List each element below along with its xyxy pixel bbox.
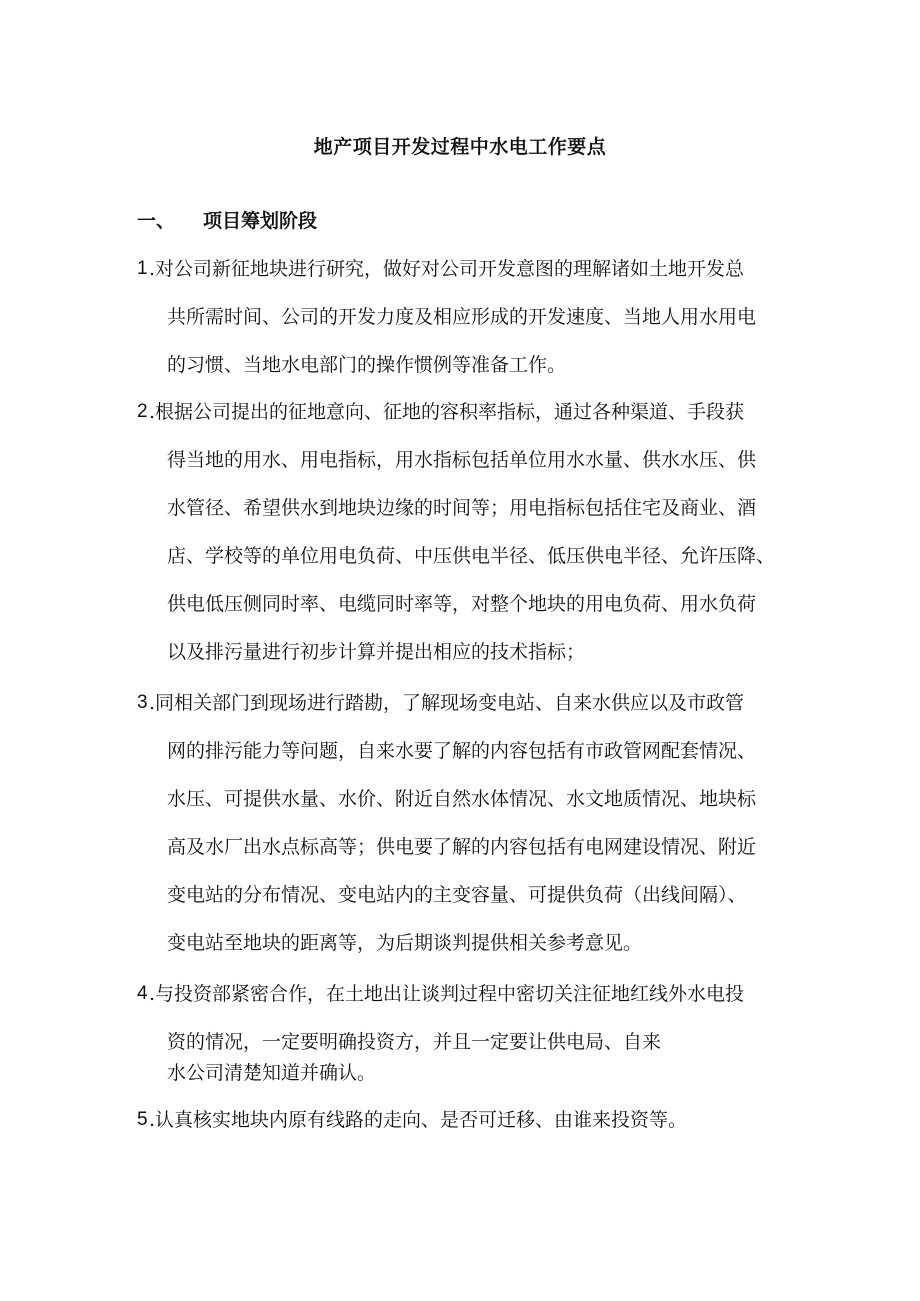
- section-heading-text: 项目筹划阶段: [203, 210, 318, 232]
- list-item: [137, 679, 797, 967]
- list-item-line: 水压、可提供水量、水价、附近自然水体情况、水文地质情况、地块标: [167, 788, 757, 810]
- list-item-line: .同相关部门到现场进行踏勘，了解现场变电站、自来水供应以及市政管: [149, 692, 745, 714]
- list-item: [137, 1096, 797, 1144]
- list-item-line: 水管径、希望供水到地块边缘的时间等；用电指标包括住宅及商业、酒: [167, 497, 757, 519]
- list-item-line: 店、学校等的单位用电负荷、中压供电半径、低压供电半径、允许压降、: [167, 545, 776, 567]
- list-item: [137, 388, 797, 676]
- list-item-line: 供电低压侧同时率、电缆同时率等，对整个地块的用电负荷、用水负荷: [167, 593, 757, 615]
- section-number: 一、: [137, 210, 176, 232]
- list-item-line: 的习惯、当地水电部门的操作惯例等准备工作。: [167, 354, 567, 376]
- list-item-number: 3: [137, 692, 148, 713]
- list-item-line: .对公司新征地块进行研究，做好对公司开发意图的理解诸如土地开发总: [149, 258, 745, 280]
- list-item-number: 4: [137, 983, 148, 1004]
- list-item-number: 1: [137, 258, 148, 279]
- list-item-line: 高及水厂出水点标高等；供电要了解的内容包括有电网建设情况、附近: [167, 836, 757, 858]
- list-item-line: .根据公司提出的征地意向、征地的容积率指标，通过各种渠道、手段获: [149, 401, 745, 423]
- list-item-line: 资的情况，一定要明确投资方，并且一定要让供电局、自来: [167, 1031, 662, 1053]
- document-title: 地产项目开发过程中水电工作要点: [313, 136, 607, 158]
- list-item-line: .与投资部紧密合作，在土地出让谈判过程中密切关注征地红线外水电投: [149, 983, 745, 1005]
- list-item-line: 共所需时间、公司的开发力度及相应形成的开发速度、当地人用水用电: [167, 306, 757, 328]
- section-heading: [137, 206, 317, 233]
- list-item-line: 以及排污量进行初步计算并提出相应的技术指标；: [167, 641, 586, 663]
- list-item-line: 得当地的用水、用电指标，用水指标包括单位用水水量、供水水压、供: [167, 449, 757, 471]
- list-item-line: 水公司清楚知道并确认。: [167, 1062, 377, 1084]
- list-item: [137, 245, 797, 389]
- list-item-line: 网的排污能力等问题，自来水要了解的内容包括有市政管网配套情况、: [167, 740, 757, 762]
- list-item: [137, 970, 797, 1088]
- list-item-number: 5: [137, 1109, 148, 1130]
- list-item-line: 变电站的分布情况、变电站内的主变容量、可提供负荷（出线间隔）、: [167, 884, 747, 906]
- list-item-line: .认真核实地块内原有线路的走向、是否可迁移、由谁来投资等。: [149, 1109, 688, 1131]
- list-item-number: 2: [137, 401, 148, 422]
- list-item-line: 变电站至地块的距离等，为后期谈判提供相关参考意见。: [167, 932, 643, 954]
